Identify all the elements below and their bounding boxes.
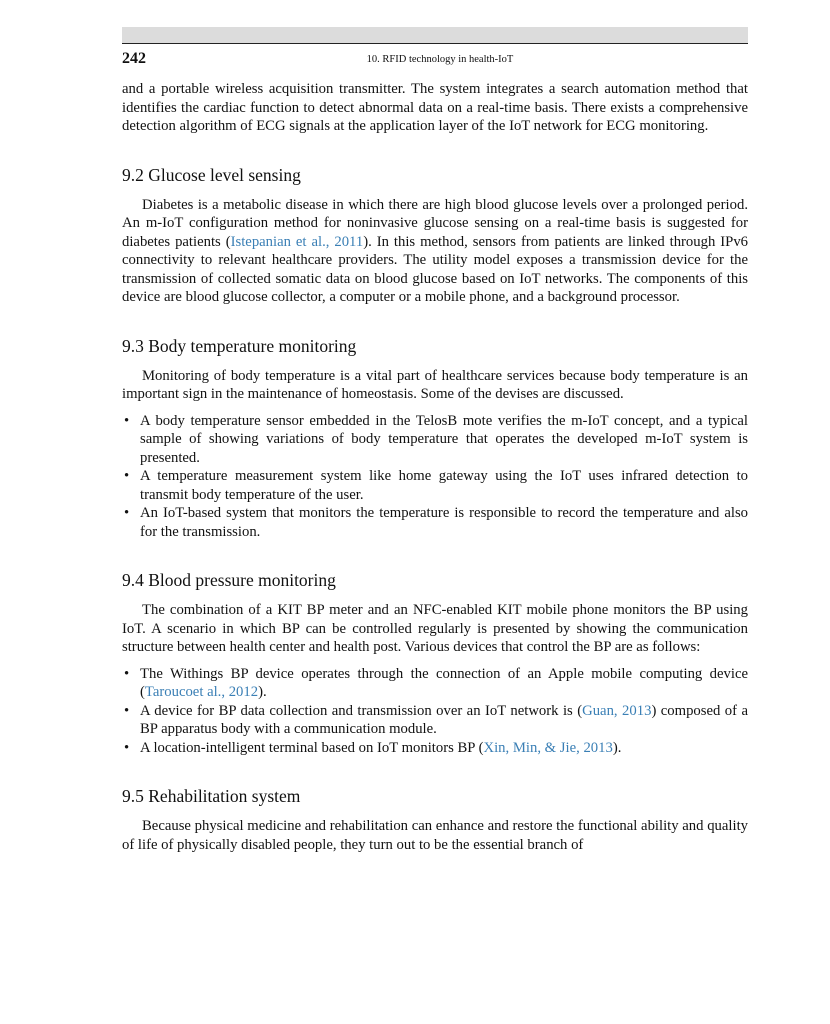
- page-number: 242: [122, 50, 146, 67]
- list-item: [122, 739, 748, 758]
- list-item: • An IoT-based system that monitors the temperature is responsible to record the temperature and also for the transmission.: [122, 504, 748, 541]
- citation-link[interactable]: Taroucoet al., 2012: [144, 684, 259, 700]
- text-run: ) composed of a BP apparatus body with a communication module.: [140, 702, 748, 737]
- running-title: 10. RFID technology in health-IoT: [366, 54, 514, 65]
- temperature-device-list: [122, 412, 748, 542]
- list-item: • A temperature measurement system like home gateway using the IoT uses infrared detection to transmit body temperature of the user.: [122, 467, 748, 504]
- text-run: ). In this method, sensors from patients are linked through IPv6 connectivity to relevant healthcare providers. The utility model exposes a transmission device for the transmission of collected somatic data on blood glucose based on IoT networks. The components of this device are blood glucose collector, a computer or a mobile phone, and a background processor.: [122, 233, 749, 305]
- list-item: • A body temperature sensor embedded in the TelosB mote verifies the m-IoT concept, and a typical sample of showing variations of body temperature that operates the developed m-IoT system is presented.: [122, 412, 748, 468]
- citation-link[interactable]: Istepanian et al., 2011: [230, 233, 364, 250]
- text-run: The Withings BP device operates through the connection of an Apple mobile computing device (: [140, 665, 748, 700]
- text-run: A device for BP data collection and transmission over an IoT network is (: [140, 702, 583, 719]
- section-heading-9-5: 9.5 Rehabilitation system: [122, 786, 301, 806]
- bp-device-list: [122, 665, 748, 758]
- intro-paragraph: and a portable wireless acquisition transmitter. The system integrates a search automation method that identifies the cardiac function to detect abnormal data on a real-time basis. There exists a comprehensive detection algorithm of ECG signals at the application layer of the IoT network for ECG monitoring.: [122, 81, 748, 134]
- section-9-3-paragraph: Monitoring of body temperature is a vital part of healthcare services because body temperature is an important sign in the maintenance of homeostasis. Some of the devises are discussed.: [122, 367, 748, 402]
- list-item: [122, 665, 748, 702]
- section-9-2-paragraph: [122, 196, 748, 307]
- list-item: [122, 702, 748, 739]
- section-heading-9-2: 9.2 Glucose level sensing: [122, 164, 301, 185]
- text-run: Diabetes is a metabolic disease in which there are high blood glucose levels over a prolonged period. An m-IoT configuration method for noninvasive glucose sensing on a real-time basis is suggested for diabetes patients (: [122, 196, 748, 250]
- section-heading-9-4: 9.4 Blood pressure monitoring: [122, 570, 336, 590]
- header-rule: [122, 43, 748, 44]
- citation-link[interactable]: Guan, 2013: [582, 702, 652, 719]
- citation-link[interactable]: Xin, Min, & Jie, 2013: [483, 739, 613, 756]
- text-run: ).: [612, 739, 622, 756]
- section-heading-9-3: 9.3 Body temperature monitoring: [122, 335, 357, 356]
- header-bar: [122, 27, 748, 43]
- section-9-5-paragraph: Because physical medicine and rehabilitation can enhance and restore the functional ability and quality of life of physically disabled people, they turn out to be the essential branch of: [122, 818, 748, 853]
- section-9-4-paragraph: The combination of a KIT BP meter and an NFC-enabled KIT mobile phone monitors the BP using IoT. A scenario in which BP can be controlled regularly is presented by showing the communication structure between health center and health post. Various devices that control the BP are as follows:: [122, 602, 748, 655]
- text-run: ).: [258, 684, 267, 700]
- text-run: A location-intelligent terminal based on IoT monitors BP (: [140, 739, 484, 756]
- page-body: [122, 80, 748, 854]
